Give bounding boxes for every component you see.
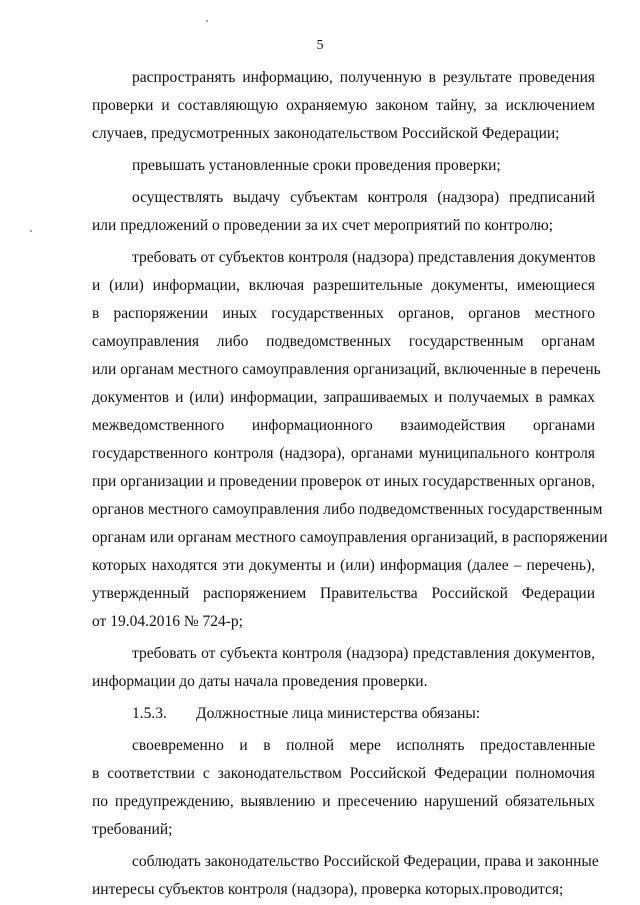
paragraph-line: или органам местного самоуправления организаций, включенные в перечень (92, 361, 601, 378)
paragraph-line: требовать от субъекта контроля (надзора) представления документов, (132, 645, 595, 662)
paragraph-line: интересы субъектов контроля (надзора), проверка которых.проводится; (92, 881, 564, 898)
document-body (92, 64, 608, 904)
paragraph-line: самоуправления либо подведомственных государственным органам (92, 333, 595, 350)
paragraph-line: государственного контроля (надзора), органами муниципального контроля (92, 445, 595, 462)
paragraph-line: проверки и составляющую охраняемую законом тайну, за исключением (92, 97, 595, 114)
paragraph-line: которых находятся эти документы и (или) информация (далее – перечень), (92, 557, 595, 574)
paragraph-line: требований; (92, 821, 173, 838)
section-title: Должностные лица министерства обязаны: (196, 705, 481, 722)
paragraph-line: по предупреждению, выявлению и пресечению нарушений обязательных (92, 793, 595, 810)
paragraph-line: органам или органам местного самоуправления организаций, в распоряжении (92, 529, 608, 546)
paragraph-line: в распоряжении иных государственных органов, органов местного (92, 305, 595, 322)
paragraph-line: и (или) информации, включая разрешительные документы, имеющиеся (92, 277, 595, 294)
paragraph-line: документов и (или) информации, запрашиваемых и получаемых в рамках (92, 389, 595, 406)
paragraph-line: утвержденный распоряжением Правительства Российской Федерации (92, 585, 595, 602)
paragraph-line: своевременно и в полной мере исполнять предоставленные (132, 737, 595, 754)
paragraph-line: в соответствии с законодательством Российской Федерации полномочия (92, 765, 595, 782)
paragraph-line: распространять информацию, полученную в результате проведения (132, 69, 595, 86)
paragraph-line: от 19.04.2016 № 724-р; (92, 613, 243, 630)
paragraph-line: или предложений о проведении за их счет мероприятий по контролю; (92, 217, 554, 234)
scan-speck (30, 230, 32, 232)
paragraph-line: требовать от субъектов контроля (надзора) представления документов (132, 249, 596, 266)
paragraph-line: осуществлять выдачу субъектам контроля (надзора) предписаний (132, 189, 595, 206)
paragraph-line: органов местного самоуправления либо подведомственных государственным (92, 501, 603, 518)
paragraph-line: превышать установленные сроки проведения проверки; (132, 157, 501, 174)
paragraph-line: соблюдать законодательство Российской Федерации, права и законные (132, 853, 599, 870)
paragraph-line: случаев, предусмотренных законодательством Российской Федерации; (92, 125, 560, 142)
page-number: 5 (316, 38, 324, 53)
paragraph-line: при организации и проведении проверок от иных государственных органов, (92, 473, 595, 490)
section-heading (92, 700, 595, 728)
paragraph-line: межведомственного информационного взаимодействия органами (92, 417, 595, 434)
section-number: 1.5.3. (132, 705, 167, 722)
scan-speck (206, 20, 208, 22)
paragraph-line: информации до даты начала проведения проверки. (92, 673, 428, 690)
